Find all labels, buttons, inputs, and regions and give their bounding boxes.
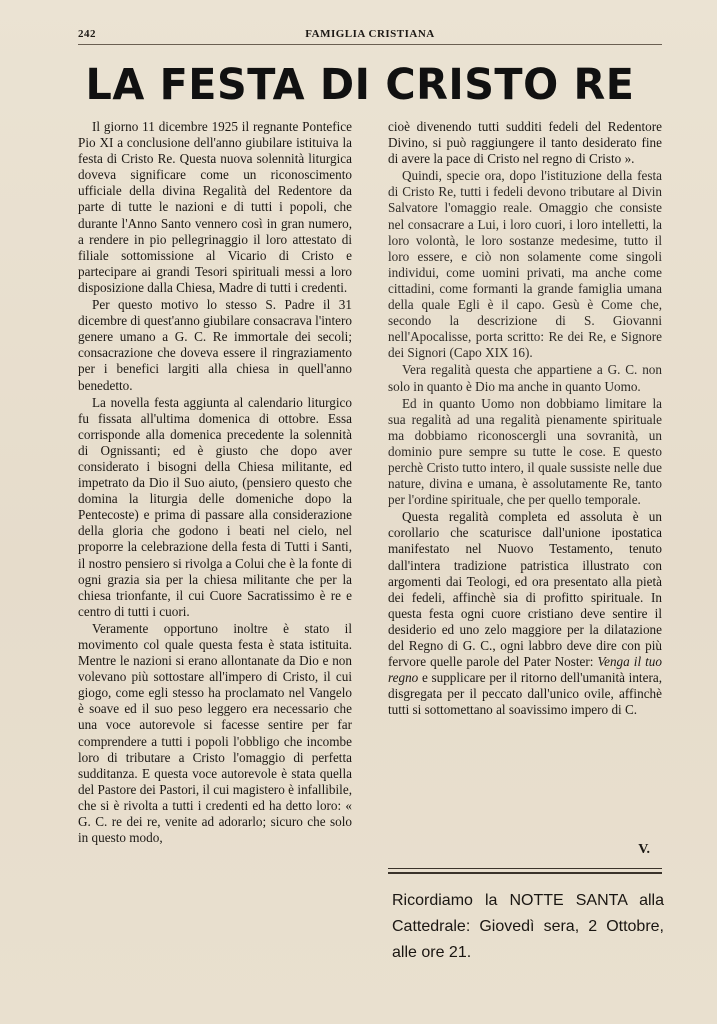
paragraph-text: Questa regalità completa ed assoluta è un corollario che scaturisce dall'unione ipostatica manifestato nel Nuovo Testamento, tenuto dall'intera tradizione patristica illustrato con argomenti dai Teologi, ed ora presentato alla pietà dei fedeli, affinchè sia di profitto spirituale. In questa festa ogni cuore cristiano deve sentire il desiderio ed uno zelo maggiore per la dilatazione del Regno di G. C., ogni labbro deve dire con più fervore quelle parole del Pater Noster: — [388, 509, 662, 670]
right-column — [388, 119, 662, 718]
paragraph: La novella festa aggiunta al calendario liturgico fu fissata all'ultima domenica di ottobre. Essa corrisponde alla domenica precedente la solennità di Ognissanti; ed è giusto che dopo aver considerato i bisogni della Chiesa militante, ed impetrato da Dio il Suo aiuto, (pensiero questo che domina la liturgia delle domeniche dopo la Pentecoste) e prima di passare alla considerazione della gloria che godono i beati nel cielo, nel proporre la celebrazione della festa di Tutti i Santi, il nostro pensiero si rivolga a Colui che è la fonte di ogni grazia sia per la chiesa militante che per la chiesa trionfante, il cui Cuore Sacratissimo è re e centro di tutti i cuori. — [78, 394, 352, 619]
paragraph — [388, 509, 662, 718]
paragraph-text: e supplicare per il ritorno dell'umanità intera, disgregata per il peccato dall'unico ovile, affinchè tutti si sottomettano al soavissimo impero di C. — [388, 670, 662, 718]
paragraph: Vera regalità questa che appartiene a G. C. non solo in quanto è Dio ma anche in quanto Uomo. — [388, 362, 662, 394]
author-signature: V. — [638, 842, 650, 857]
paragraph: Ed in quanto Uomo non dobbiamo limitare la sua regalità ad una regalità pienamente spirituale ma dobbiamo riconoscergli una sovranità, un dominio pure sempre su tutte le cose. E questo perchè Cristo tutto intero, il quale sussiste nelle due nature, divina e umana, è assolutamente Re, tanto per l'ordine spirituale, che per quello temporale. — [388, 395, 662, 508]
event-notice: Ricordiamo la NOTTE SANTA alla Cattedrale: Giovedì sera, 2 Ottobre, alle ore 21. — [392, 892, 664, 961]
running-header — [78, 26, 662, 45]
paragraph: Quindi, specie ora, dopo l'istituzione della festa di Cristo Re, tutti i fedeli devono tributare al Divin Salvatore l'omaggio reale. Omaggio che consiste nel consacrare a Lui, i loro cuori, i loro intelletti, la loro volontà, le loro sostanze medesime, tutto il loro essere, e ciò non solamente come singoli individui, come uomini privati, ma anche come cittadini, come formanti la grande famiglia umana della quale Egli è il capo. Gesù è Come che, secondo la descrizione di S. Giovanni nell'Apocalisse, porta scritto: Re dei Re, e Signore dei Signori (Capo XIX 16). — [388, 168, 662, 361]
divider-line — [388, 868, 662, 869]
magazine-name: FAMIGLIA CRISTIANA — [305, 28, 435, 40]
article-title: LA FESTA DI CRISTO RE — [85, 60, 635, 110]
paragraph: Il giorno 11 dicembre 1925 il regnante Pontefice Pio XI a conclusione dell'anno giubilare istituiva la festa di Cristo Re. Questa nuova solennità liturgica doveva significare come un riconoscimento ufficiale della divina Regalità del Redentore da parte di tutte le nazioni e di tutti i popoli, che durante l'Anno Santo vennero così in gran numero, a rendere in pio pellegrinaggio il loro attestato di filiale sottomissione al Vicario di Cristo e partecipare ai grandi Tesori spirituali messi a loro disposizione dalla Chiesa, Madre di tutti i credenti. — [78, 119, 352, 295]
divider-line — [388, 872, 662, 874]
left-column — [78, 119, 352, 846]
paragraph: Veramente opportuno inoltre è stato il movimento col quale questa festa è stata istituita. Mentre le nazioni si erano allontanate da Dio e non volevano più sottostare all'impero di Cristo, il cui giogo, come egli stesso ha proclamato nel Vangelo è soave ed il suo peso leggero era necessario che una voce autorevole si facesse sentire per far comprendere a tutti i popoli l'obbligo che incombe loro di tributare a Cristo l'omaggio di perfetta sudditanza. E questa voce autorevole è stata quella del Pastore dei Pastori, il cui magistero è infallibile, che si è rivolta a tutti i credenti ed ha detto loro: « G. C. re dei re, venite ad adorarlo; sicuro che solo in questo modo, — [78, 620, 352, 846]
paragraph: Per questo motivo lo stesso S. Padre il 31 dicembre di quest'anno giubilare consacrava l'intero genere umano a G. C. Re immortale dei secoli; consacrazione che doveva essere il ringraziamento per i benefici largiti alla chiesa in quell'anno benedetto. — [78, 297, 352, 393]
page-number: 242 — [78, 28, 96, 40]
paragraph: cioè divenendo tutti sudditi fedeli del Redentore Divino, si può raggiungere il tanto desiderato fine di avere la pace di Cristo nel regno di Cristo ». — [388, 119, 662, 167]
italic-quote: Venga il tuo regno — [388, 654, 662, 686]
